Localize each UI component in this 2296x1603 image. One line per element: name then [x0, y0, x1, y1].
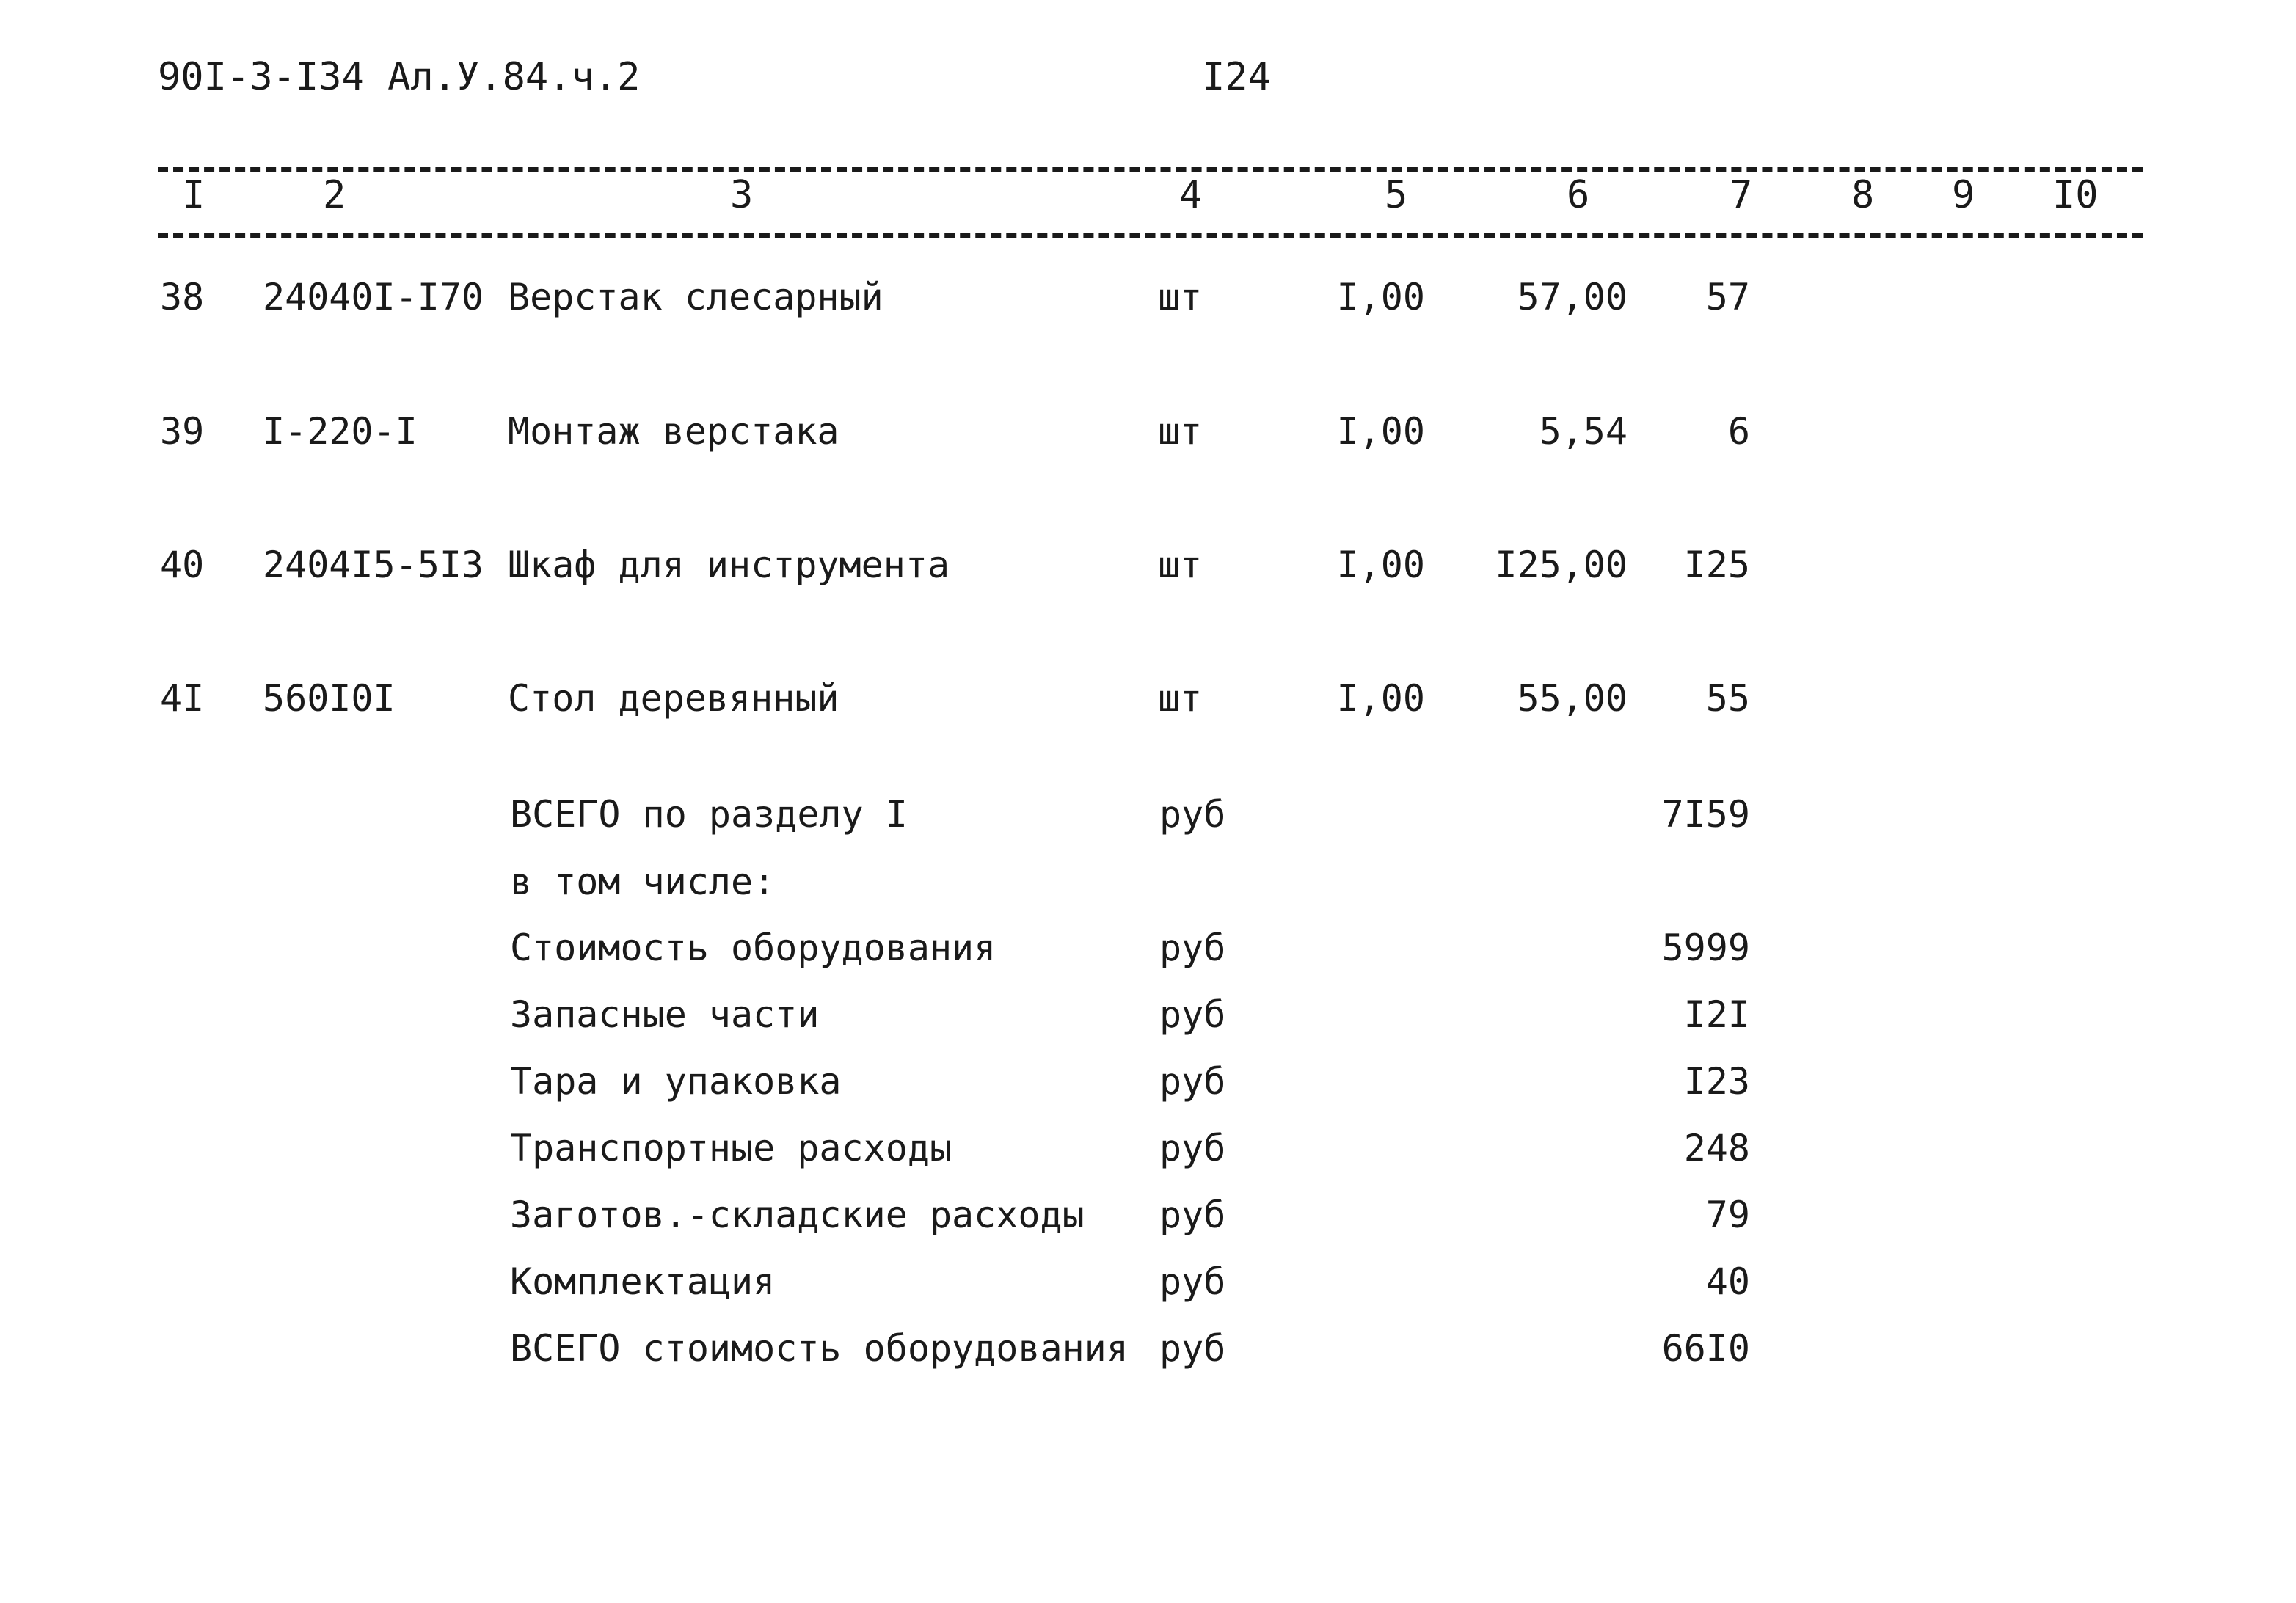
summary-unit: руб — [1159, 993, 1226, 1036]
column-number: I — [182, 173, 205, 217]
column-number: 5 — [1385, 173, 1408, 217]
summary-label: Комплектация — [510, 1260, 776, 1303]
summary-value: 5999 — [1661, 927, 1750, 969]
row-name: Шкаф для инструмента — [508, 544, 950, 586]
summary-label: Заготов.-складские расходы — [510, 1194, 1085, 1236]
row-unit-price: 57,00 — [1517, 276, 1628, 318]
column-number: I0 — [2052, 173, 2099, 217]
page-number: I24 — [1202, 55, 1271, 99]
row-unit: шт — [1158, 410, 1203, 453]
summary-value: 66I0 — [1661, 1327, 1750, 1370]
summary-label: Запасные части — [510, 993, 820, 1036]
row-total: I25 — [1683, 544, 1750, 586]
row-unit: шт — [1158, 276, 1203, 318]
row-unit-price: 5,54 — [1539, 410, 1628, 453]
column-number: 6 — [1567, 173, 1590, 217]
summary-value: I23 — [1683, 1060, 1750, 1103]
column-number: 7 — [1730, 173, 1753, 217]
column-number: 3 — [730, 173, 754, 217]
summary-value: 7I59 — [1661, 793, 1750, 836]
summary-label: ВСЕГО по разделу I — [510, 793, 908, 836]
row-quantity: I,00 — [1336, 410, 1425, 453]
summary-unit: руб — [1159, 793, 1226, 836]
row-total: 6 — [1727, 410, 1750, 453]
row-code: 24040I-I70 — [263, 276, 484, 318]
row-total: 55 — [1705, 677, 1750, 720]
row-quantity: I,00 — [1336, 276, 1425, 318]
row-unit-price: 55,00 — [1517, 677, 1628, 720]
document-code: 90I-3-I34 Ал.У.84.ч.2 — [158, 55, 641, 99]
row-code: 560I0I — [263, 677, 396, 720]
column-number: 2 — [323, 173, 346, 217]
summary-label: Стоимость оборудования — [510, 927, 996, 969]
summary-label: Транспортные расходы — [510, 1127, 952, 1169]
row-unit: шт — [1158, 677, 1203, 720]
row-number: 40 — [160, 544, 205, 586]
summary-value: 79 — [1705, 1194, 1750, 1236]
row-unit: шт — [1158, 544, 1203, 586]
summary-unit: руб — [1159, 1194, 1226, 1236]
row-number: 4I — [160, 677, 205, 720]
row-quantity: I,00 — [1336, 677, 1425, 720]
row-name: Верстак слесарный — [508, 276, 883, 318]
summary-unit: руб — [1159, 1060, 1226, 1103]
summary-unit: руб — [1159, 1327, 1226, 1370]
row-code: 2404I5-5I3 — [263, 544, 484, 586]
summary-label: ВСЕГО стоимость оборудования — [510, 1327, 1129, 1370]
row-name: Стол деревянный — [508, 677, 839, 720]
summary-value: 40 — [1705, 1260, 1750, 1303]
row-name: Монтаж верстака — [508, 410, 839, 453]
summary-value: I2I — [1683, 993, 1750, 1036]
row-code: I-220-I — [263, 410, 418, 453]
row-quantity: I,00 — [1336, 544, 1425, 586]
column-number: 8 — [1851, 173, 1875, 217]
column-number: 9 — [1952, 173, 1975, 217]
row-unit-price: I25,00 — [1495, 544, 1628, 586]
column-number: 4 — [1179, 173, 1203, 217]
summary-label: в том числе: — [510, 861, 776, 903]
row-number: 39 — [160, 410, 205, 453]
summary-value: 248 — [1683, 1127, 1750, 1169]
row-total: 57 — [1705, 276, 1750, 318]
header-top-rule — [158, 167, 2143, 172]
summary-unit: руб — [1159, 1260, 1226, 1303]
summary-unit: руб — [1159, 927, 1226, 969]
row-number: 38 — [160, 276, 205, 318]
header-bottom-rule — [158, 233, 2143, 238]
summary-label: Тара и упаковка — [510, 1060, 842, 1103]
summary-unit: руб — [1159, 1127, 1226, 1169]
